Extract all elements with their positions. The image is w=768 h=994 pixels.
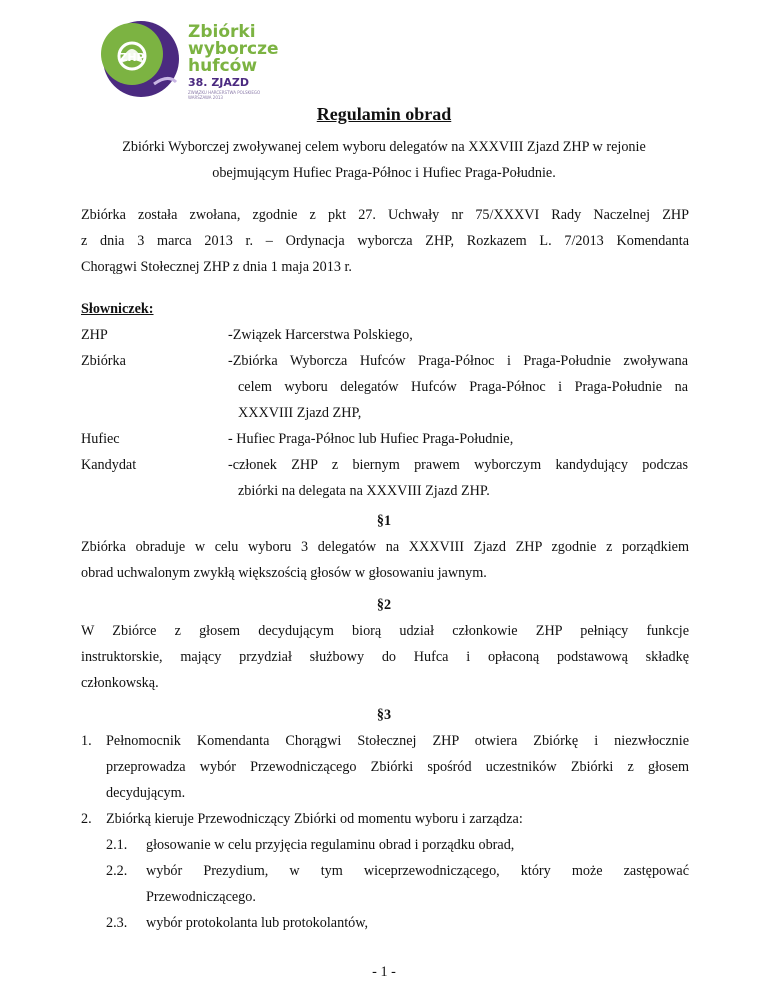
sub-list-number: 2.1. [106, 837, 128, 853]
intro-line: z dnia 3 marca 2013 r. – Ordynacja wyborcza ZHP, Rozkazem L. 7/2013 Komendanta [81, 233, 689, 249]
section-3-item-line: Zbiórką kieruje Przewodniczący Zbiórki od momentu wyboru i zarządza: [106, 811, 523, 827]
zhp-logo [96, 14, 326, 106]
section-2-line: W Zbiórce z głosem decydującym biorą udział członkowie ZHP pełniący funkcje [81, 623, 689, 639]
section-3-item-line: przeprowadza wybór Przewodniczącego Zbiórki spośród uczestników Zbiórki z głosem [106, 759, 689, 775]
document-title: Regulamin obrad [316, 104, 452, 124]
intro-line: Chorągwi Stołecznej ZHP z dnia 1 maja 2013 r. [81, 259, 352, 275]
section-3-item-line: decydującym. [106, 785, 186, 801]
glossary-definition: celem wyboru delegatów Hufców Praga-Północ i Praga-Południe na [238, 379, 688, 395]
glossary-definition: -Związek Harcerstwa Polskiego, [228, 327, 413, 343]
section-1-line: obrad uchwalonym zwykłą większością głosów w głosowaniu jawnym. [81, 565, 487, 581]
list-number: 2. [81, 811, 92, 827]
subtitle-line-2: obejmującym Hufiec Praga-Północ i Hufiec Praga-Południe. [212, 165, 556, 181]
list-number: 1. [81, 733, 92, 749]
svg-text:ZHP: ZHP [119, 51, 145, 64]
section-2-heading: §2 [376, 597, 392, 613]
sub-list-number: 2.2. [106, 863, 128, 879]
logo-line-3: hufców [188, 56, 258, 76]
glossary-term: Zbiórka [81, 353, 126, 369]
logo-tiny-text: ZWIĄZKU HARCERSTWA POLSKIEGO WARSZAWA 2013 [188, 90, 261, 100]
page-number: - 1 - [372, 964, 396, 980]
section-1-line: Zbiórka obraduje w celu wyboru 3 delegatów na XXXVIII Zjazd ZHP zgodnie z porządkiem [81, 539, 689, 555]
section-2-line: członkowską. [81, 675, 159, 691]
logo-line-2: wyborcze [188, 39, 279, 59]
subtitle-line-1: Zbiórki Wyborczej zwoływanej celem wyboru delegatów na XXXVIII Zjazd ZHP w rejonie [122, 139, 646, 155]
glossary-definition: -Zbiórka Wyborcza Hufców Praga-Północ i Praga-Południe zwoływana [228, 353, 688, 369]
glossary-term: Kandydat [81, 457, 137, 473]
logo-subtitle: 38. ZJAZD [188, 76, 250, 89]
glossary-definition: - Hufiec Praga-Północ lub Hufiec Praga-Południe, [228, 431, 514, 447]
section-1-heading: §1 [376, 513, 392, 529]
section-3-heading: §3 [376, 707, 392, 723]
glossary-heading: Słowniczek: [81, 301, 154, 317]
section-3-item-line: Pełnomocnik Komendanta Chorągwi Stołecznej ZHP otwiera Zbiórkę i niezwłocznie [106, 733, 689, 749]
sub-list-item: głosowanie w celu przyjęcia regulaminu obrad i porządku obrad, [146, 837, 515, 853]
glossary-definition: -członek ZHP z biernym prawem wyborczym kandydujący podczas [228, 457, 688, 473]
logo-line-1: Zbiórki [188, 22, 256, 42]
zhp-emblem-icon [96, 14, 186, 104]
sub-list-item: wybór Prezydium, w tym wiceprzewodniczącego, który może zastępować [146, 863, 689, 879]
glossary-term: Hufiec [81, 431, 120, 447]
intro-line: Zbiórka została zwołana, zgodnie z pkt 27. Uchwały nr 75/XXXVI Rady Naczelnej ZHP [81, 207, 689, 223]
glossary-definition: zbiórki na delegata na XXXVIII Zjazd ZHP. [238, 483, 490, 499]
sub-list-item: wybór protokolanta lub protokolantów, [146, 915, 369, 931]
section-2-line: instruktorskie, mający przydział służbowy do Hufca i opłaconą podstawową składkę [81, 649, 689, 665]
glossary-term: ZHP [81, 327, 108, 343]
glossary-definition: XXXVIII Zjazd ZHP, [238, 405, 362, 421]
sub-list-number: 2.3. [106, 915, 128, 931]
sub-list-item: Przewodniczącego. [146, 889, 256, 905]
